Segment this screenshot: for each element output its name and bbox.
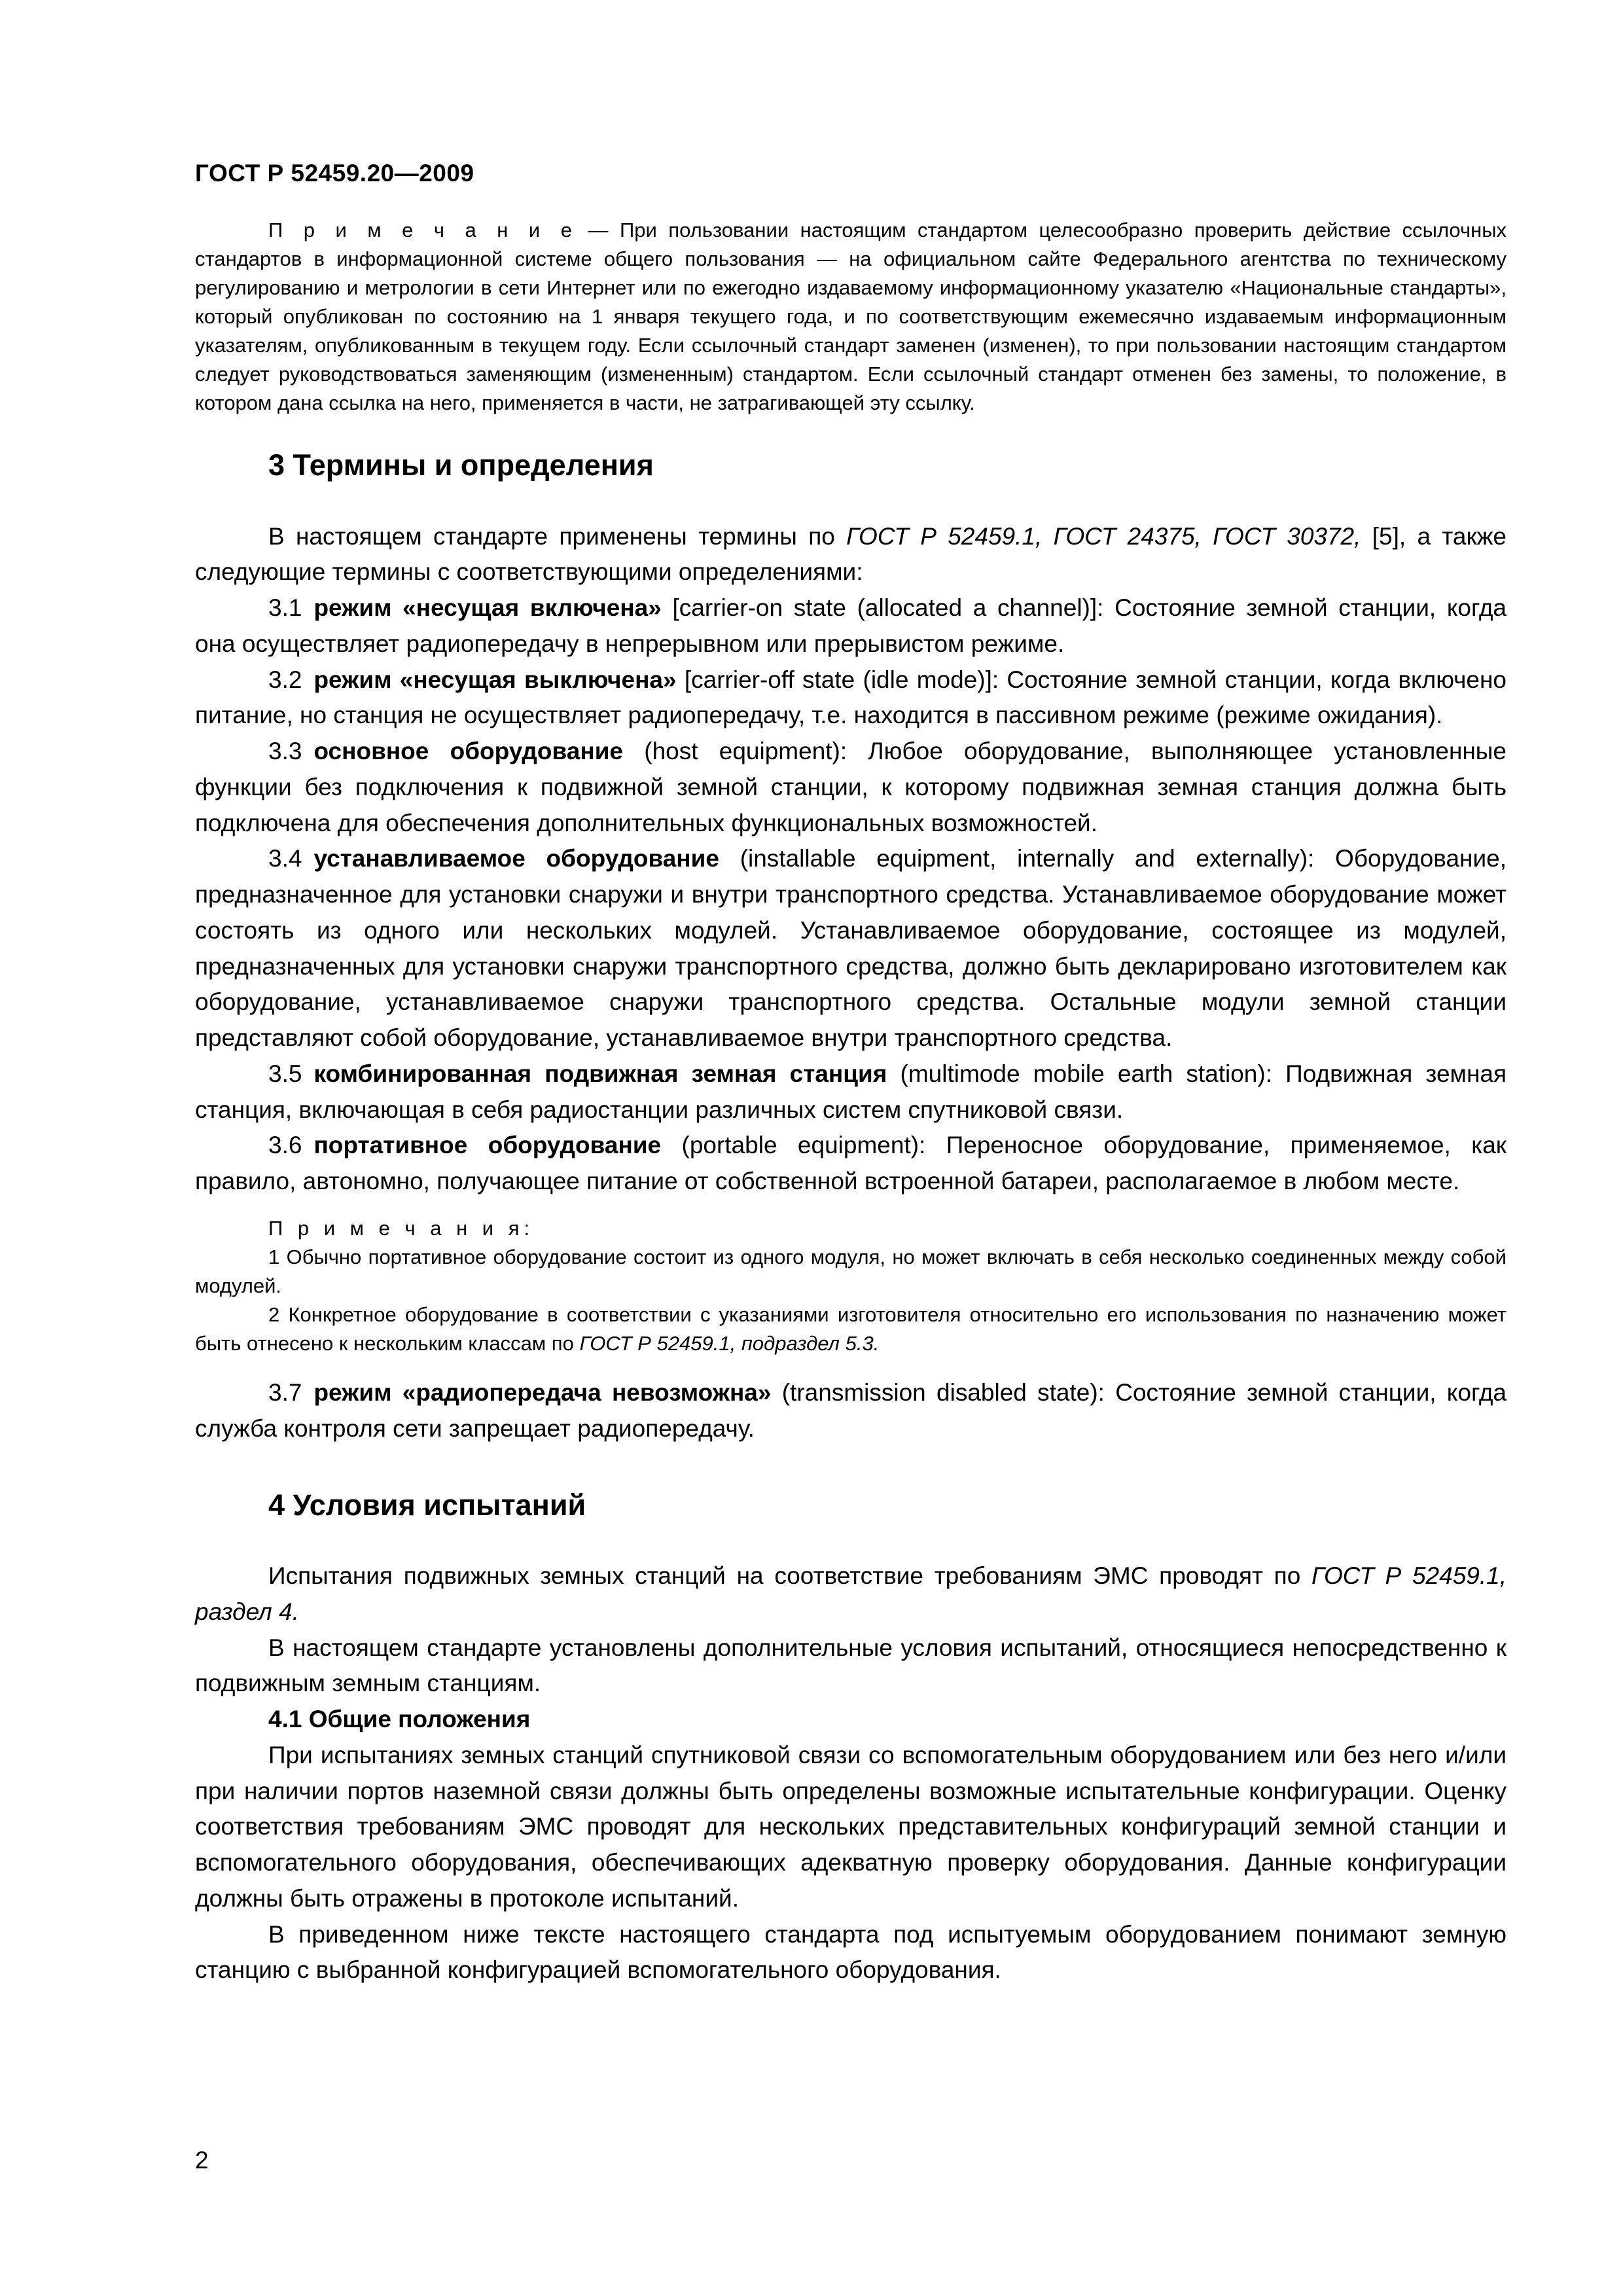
term-definition: (transmission disabled state): Состояние земной станции, когда служба контроля сети запрещает радиопередачу. <box>195 1379 1507 1442</box>
page-content <box>195 216 1507 1988</box>
term-name: портативное оборудование <box>313 1132 662 1159</box>
term-3-3 <box>195 734 1507 841</box>
note-1: 1 Обычно портативное оборудование состоит из одного модуля, но может включать в себя несколько соединенных между собой модулей. <box>195 1245 1507 1297</box>
term-3-7 <box>195 1375 1507 1447</box>
term-3-6 <box>195 1128 1507 1200</box>
intro-note <box>195 216 1507 418</box>
note-2-text: 2 Конкретное оборудование в соответствии с указаниями изготовителя относительно его использования по назначению может быть отнесено к нескольким классам по <box>195 1303 1507 1355</box>
notes-title: П р и м е ч а н и я: <box>268 1216 535 1240</box>
term-definition: [carrier-off state (idle mode)]: Состояние земной станции, когда включено питание, но станция не осуществляет радиопередачу, т.е. находится в пассивном режиме (режиме ожидания). <box>195 666 1507 729</box>
document-code-header: ГОСТ Р 52459.20—2009 <box>195 160 474 187</box>
term-name: режим «несущая выключена» <box>313 666 677 693</box>
term-definition: (installable equipment, internally and externally): Оборудование, предназначенное для установки снаружи и внутри транспортного средства. Устанавливаемое оборудование может состоять из одного или нескольких модулей. Устанавливаемое оборудование, состоящее из модулей, предназначенных для установки снаружи транспортного средства, должно быть декларировано изготовителем как оборудование, устанавливаемое снаружи транспортного средства. Остальные модули земной станции представляют собой оборудование, устанавливаемое внутри транспортного средства. <box>195 845 1507 1052</box>
term-3-5 <box>195 1056 1507 1128</box>
term-number: 3.3 <box>268 738 302 765</box>
section-3-intro-text-b: [5], а также следующие термины с соответствующими определениями: <box>195 522 1507 586</box>
term-3-2 <box>195 662 1507 734</box>
term-number: 3.6 <box>268 1132 302 1159</box>
term-definition: (host equipment): Любое оборудование, выполняющее установленные функции без подключения к подвижной земной станции, к которому подвижная земная станция должна быть подключена для обеспечения дополнительных функциональных возможностей. <box>195 738 1507 836</box>
intro-note-text: — При пользовании настоящим стандартом целесообразно проверить действие ссылочных стандартов в информационной системе общего пользования — на официальном сайте Федерального агентства по техническому регулированию и метрологии в сети Интернет или по ежегодно издаваемому информационному указателю «Национальные стандарты», который опубликован по состоянию на 1 января текущего года, и по соответствующим ежемесячно издаваемым информационным указателям, опубликованным в текущем году. Если ссылочный стандарт заменен (изменен), то при пользовании настоящим стандартом следует руководствоваться заменяющим (измененным) стандартом. Если ссылочный стандарт отменен без замены, то положение, в котором дана ссылка на него, применяется в части, не затрагивающей эту ссылку. <box>195 219 1507 415</box>
term-number: 3.5 <box>268 1060 302 1087</box>
term-number: 3.7 <box>268 1379 302 1407</box>
section-4-para-2: В настоящем стандарте установлены дополнительные условия испытаний, относящиеся непосредственно к подвижным земным станциям. <box>195 1634 1507 1697</box>
term-number: 3.4 <box>268 845 302 872</box>
section-3-title: 3 Термины и определения <box>268 448 654 482</box>
term-name: режим «несущая включена» <box>313 594 662 622</box>
term-number: 3.1 <box>268 594 302 622</box>
term-definition: [carrier-on state (allocated a channel)]: Состояние земной станции, когда она осуществляет радиопередачу в непрерывном или прерывистом режиме. <box>195 594 1507 657</box>
section-3-intro-text-a: В настоящем стандарте применены термины по <box>268 522 847 550</box>
term-definition: (portable equipment): Переносное оборудование, применяемое, как правило, автономно, получающее питание от собственной встроенной батареи, располагаемое в любом месте. <box>195 1132 1507 1195</box>
term-3-4 <box>195 841 1507 1056</box>
section-3-intro <box>195 519 1507 591</box>
section-3-intro-refs: ГОСТ Р 52459.1, ГОСТ 24375, ГОСТ 30372, <box>846 522 1361 550</box>
subsection-4-1-title: 4.1 Общие положения <box>268 1706 531 1733</box>
section-4-para-1-ref: ГОСТ Р 52459.1, раздел 4. <box>195 1562 1507 1625</box>
notes-list <box>195 1243 1507 1358</box>
section-4-para-3: При испытаниях земных станций спутниковой связи со вспомогательным оборудованием или без него и/или при наличии портов наземной связи должны быть определены возможные испытательные конфигурации. Оценку соответствия требованиям ЭМС проводят для нескольких представительных конфигураций земной станции и вспомогательного оборудования, обеспечивающих адекватную проверку оборудования. Данные конфигурации должны быть отражены в протоколе испытаний. <box>195 1741 1507 1912</box>
term-name: основное оборудование <box>313 738 624 765</box>
note-2 <box>195 1300 1507 1358</box>
section-4-para-4: В приведенном ниже тексте настоящего стандарта под испытуемым оборудованием понимают земную станцию с выбранной конфигурацией вспомогательного оборудования. <box>195 1920 1507 1984</box>
intro-note-label: П р и м е ч а н и е <box>268 219 577 242</box>
section-4-para-1 <box>195 1558 1507 1630</box>
page-number: 2 <box>195 2147 209 2174</box>
term-number: 3.2 <box>268 666 302 693</box>
term-name: режим «радиопередача невозможна» <box>313 1379 772 1407</box>
section-4-title: 4 Условия испытаний <box>268 1488 586 1522</box>
term-name: комбинированная подвижная земная станция <box>313 1060 887 1087</box>
term-definition: (multimode mobile earth station): Подвижная земная станция, включающая в себя радиостанции различных систем спутниковой связи. <box>195 1060 1507 1123</box>
term-name: устанавливаемое оборудование <box>313 845 719 872</box>
section-4-para-1-text: Испытания подвижных земных станций на соответствие требованиям ЭМС проводят по <box>268 1562 1312 1590</box>
term-3-1 <box>195 590 1507 662</box>
note-2-ref: ГОСТ Р 52459.1, подраздел 5.3. <box>579 1332 880 1355</box>
